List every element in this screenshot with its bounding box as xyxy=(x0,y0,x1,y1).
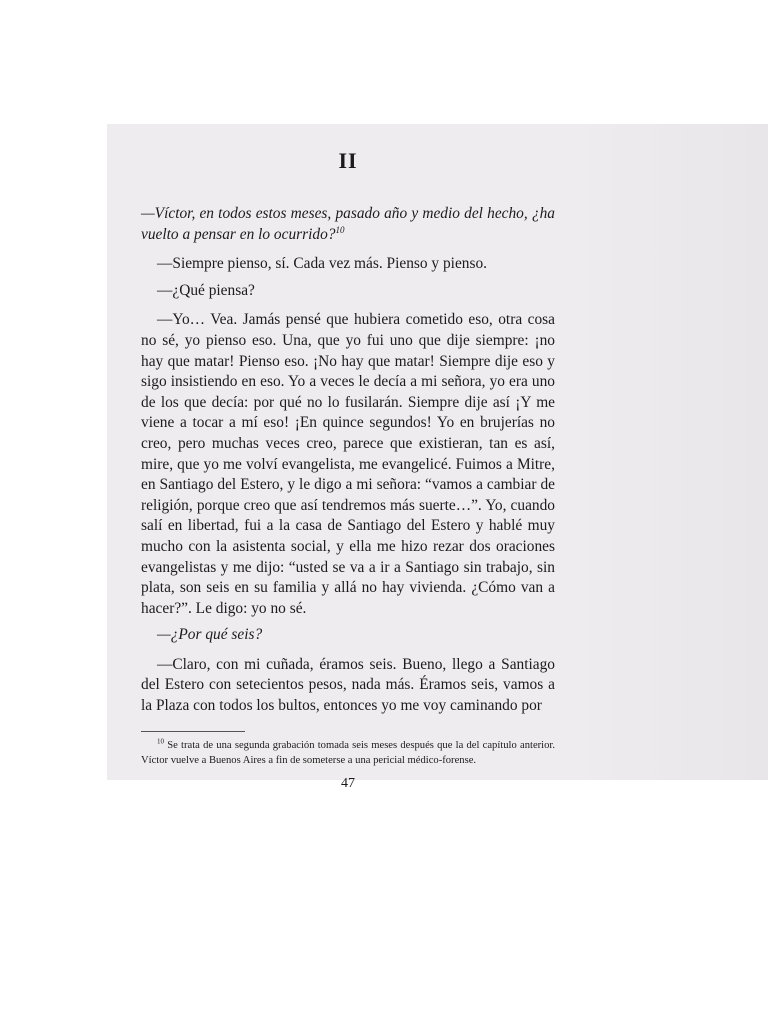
page-number: 47 xyxy=(341,775,355,791)
show-through-shading xyxy=(568,124,768,780)
footnote-divider xyxy=(141,731,245,732)
question-1 xyxy=(141,204,555,245)
footnote-text: Se trata de una segunda grabación tomada seis meses después que la del capítulo anterior. Víctor vuelve a Buenos Aires a fin de someterse a una pericial médico-forense. xyxy=(141,739,556,766)
footnote xyxy=(141,738,555,768)
footnote-reference: 10 xyxy=(335,224,345,235)
footnote-number: 10 xyxy=(157,737,164,746)
question-3: —¿Por qué seis? xyxy=(157,626,263,644)
answer-2: —Yo… Vea. Jamás pensé que hubiera cometido eso, otra cosa no sé, yo pienso eso. Una, que yo fui uno que dije siempre: ¡no hay que matar! Pienso eso. ¡No hay que matar! Siempre dije eso y sigo insistiendo en eso. Yo a veces le decía a mi señora, yo era uno de los que decía: por qué no lo fusilarán. Siempre dije así ¡Y me viene a tocar a mí eso! ¡En quince segundos! Yo en brujerías no creo, pero muchas veces creo, parece que existieran, tan es así, mire, que yo me volví evangelista, me evangelicé. Fuimos a Mitre, en Santiago del Estero, y le digo a mi señora: “vamos a cambiar de religión, porque creo que así tendremos más suerte…”. Yo, cuando salí en libertad, fui a la casa de Santiago del Estero y hablé muy mucho con la asistenta social, y ella me hizo rezar dos oraciones evangelistas y me dijo: “usted se va a ir a Santiago sin trabajo, sin plata, son seis en su familia y allá no hay vivienda. ¿Cómo van a hacer?”. Le digo: yo no sé. xyxy=(141,311,555,617)
answer-1: —Siempre pienso, sí. Cada vez más. Pienso y pienso. xyxy=(157,255,487,273)
book-page xyxy=(141,148,555,792)
answer-3: —Claro, con mi cuñada, éramos seis. Bueno, llego a Santiago del Estero con setecientos pesos, nada más. Éramos seis, vamos a la Plaza con todos los bultos, entonces yo me voy caminando por xyxy=(141,655,555,715)
question-1-text: —Víctor, en todos estos meses, pasado año y medio del hecho, ¿ha vuelto a pensar en lo ocurrido? xyxy=(141,205,555,243)
chapter-heading: II xyxy=(338,148,358,173)
question-2-text: —¿Qué piensa? xyxy=(157,281,255,299)
question-2 xyxy=(141,281,555,302)
